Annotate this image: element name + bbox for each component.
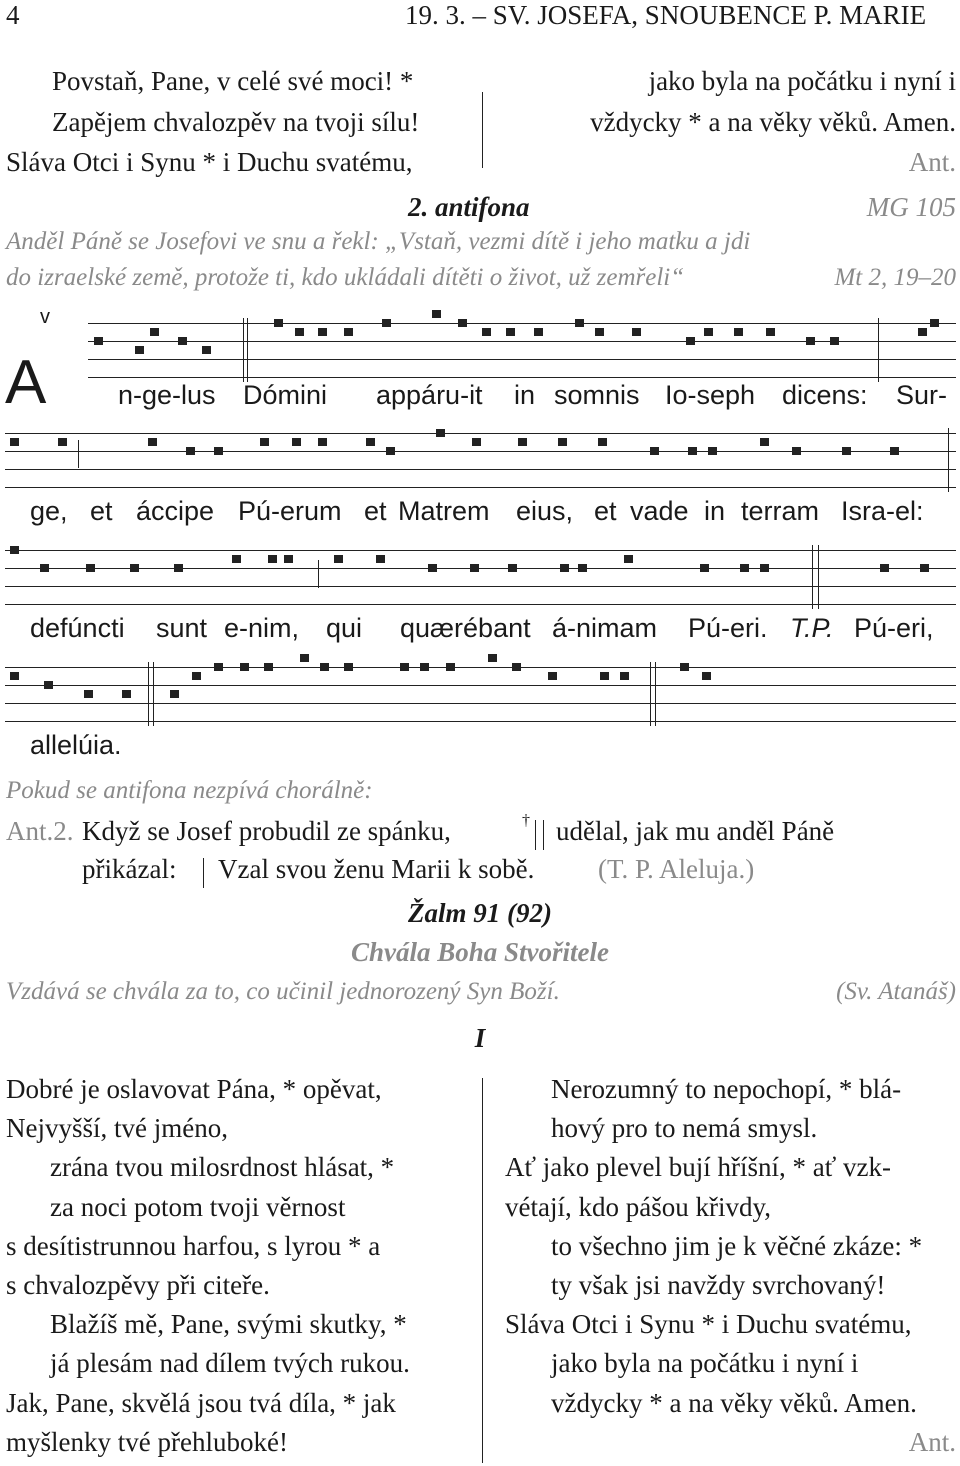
neume-note bbox=[10, 672, 19, 680]
spoken-line-2b: Vzal svou ženu Marii k sobě. bbox=[218, 854, 535, 884]
spoken-line-1a: Když se Josef probudil ze spánku, bbox=[82, 816, 451, 846]
neume-note bbox=[830, 337, 839, 345]
lyric-3-3: e-nim, bbox=[224, 613, 300, 643]
lyric-3-8: T.P. bbox=[790, 613, 834, 643]
neume-note bbox=[232, 555, 241, 563]
neume-note bbox=[560, 564, 569, 572]
psalm-right-line-10: Ant. bbox=[908, 1426, 956, 1457]
neume-note bbox=[432, 310, 441, 318]
psalm-right-line-2: hový pro to nemá smysl. bbox=[551, 1113, 818, 1144]
psalm-right-line-1: Nerozumný to nepochopí, * blá- bbox=[551, 1074, 902, 1104]
dagger-mark: † bbox=[522, 812, 530, 829]
mode-mark: v bbox=[40, 306, 50, 328]
lyric-1-7: dicens: bbox=[782, 380, 868, 410]
psalm-left-line-9: Jak, Pane, skvělá jsou tvá díla, * jak bbox=[6, 1387, 396, 1418]
neume-note bbox=[170, 690, 179, 698]
spoken-line-1b: udělal, jak mu anděl Páně bbox=[556, 816, 835, 846]
neume-note bbox=[482, 328, 491, 336]
lyric-1-6: Io-seph bbox=[665, 380, 756, 410]
neume-note bbox=[10, 438, 19, 446]
psalm-left-line-7: Blažíš mě, Pane, svými skutky, * bbox=[50, 1309, 407, 1340]
neume-note bbox=[260, 438, 269, 446]
neume-note bbox=[334, 555, 343, 563]
neume-note bbox=[376, 555, 385, 563]
neume-note bbox=[704, 328, 713, 336]
psalm-motto-source: (Sv. Atanáš) bbox=[836, 978, 956, 1005]
bible-reference: Mt 2, 19–20 bbox=[834, 264, 956, 291]
neume-note bbox=[94, 337, 103, 345]
psalm-left-line-10: myšlenky tvé přehluboké! bbox=[6, 1426, 288, 1457]
neume-note bbox=[700, 564, 709, 572]
neume-note bbox=[890, 447, 899, 455]
neume-note bbox=[686, 337, 695, 345]
antiphon-mark: Ant. bbox=[908, 147, 956, 177]
neume-note bbox=[135, 346, 144, 354]
neume-note bbox=[595, 328, 604, 336]
neume-note bbox=[344, 663, 353, 671]
neume-note bbox=[792, 447, 801, 455]
lyric-1-1: n-ge-lus bbox=[118, 380, 216, 410]
neume-note bbox=[264, 663, 273, 671]
neume-note bbox=[202, 346, 211, 354]
psalm-left-line-1: Dobré je oslavovat Pána, * opěvat, bbox=[6, 1074, 382, 1104]
antiphon-text-line-1: Anděl Páně se Josefovi ve snu a řekl: „Vstaň, vezmi dítě i jeho matku a jdi bbox=[6, 228, 751, 255]
neume-note bbox=[760, 438, 769, 446]
neume-note bbox=[84, 690, 93, 698]
lyric-2-4: Pú-erum bbox=[238, 496, 342, 526]
neume-note bbox=[518, 438, 527, 446]
psalm-motto: Vzdává se chvála za to, co učinil jednorozený Syn Boží. bbox=[6, 978, 560, 1005]
neume-note bbox=[318, 438, 327, 446]
neume-note bbox=[534, 328, 543, 336]
psalm-section: I bbox=[474, 1023, 486, 1053]
lyric-2-2: et bbox=[90, 496, 113, 526]
lyric-2-7: eius, bbox=[516, 496, 574, 526]
neume-note bbox=[512, 663, 521, 671]
neume-note bbox=[548, 672, 557, 680]
mg-reference: MG 105 bbox=[866, 192, 956, 222]
neume-note bbox=[150, 328, 159, 336]
neume-note bbox=[320, 663, 329, 671]
neume-note bbox=[920, 564, 929, 572]
psalm-right-line-7: Sláva Otci i Synu * i Duchu svatému, bbox=[505, 1309, 912, 1340]
neume-note bbox=[386, 447, 395, 455]
antiphon-heading: 2. antifona bbox=[408, 192, 530, 222]
top-right-line-2: vždycky * a na věky věků. Amen. bbox=[590, 107, 956, 137]
neume-note bbox=[318, 328, 327, 336]
psalm-right-line-8: jako byla na počátku i nyní i bbox=[551, 1348, 859, 1379]
neume-note bbox=[760, 564, 769, 572]
psalm-left-line-8: já plesám nad dílem tvých rukou. bbox=[50, 1348, 410, 1379]
neume-note bbox=[508, 564, 517, 572]
neume-note bbox=[148, 438, 157, 446]
neume-note bbox=[40, 564, 49, 572]
neume-note bbox=[632, 328, 641, 336]
lyric-3-4: qui bbox=[326, 613, 363, 643]
neume-note bbox=[806, 337, 815, 345]
lyric-4-1: allelúia. bbox=[30, 730, 122, 760]
psalm-subtitle: Chvála Boha Stvořitele bbox=[350, 937, 610, 967]
neume-note bbox=[130, 564, 139, 572]
neume-note bbox=[174, 564, 183, 572]
neume-note bbox=[344, 328, 353, 336]
neume-note bbox=[295, 328, 304, 336]
neume-note bbox=[470, 564, 479, 572]
lyric-1-5: somnis bbox=[554, 380, 640, 410]
psalm-right-line-6: ty však jsi navždy svrchovaný! bbox=[551, 1270, 886, 1300]
lyric-3-9: Pú-eri, bbox=[854, 613, 934, 643]
neume-note bbox=[688, 447, 697, 455]
neume-note bbox=[214, 447, 223, 455]
neume-note bbox=[436, 429, 445, 437]
psalm-right-line-9: vždycky * a na věky věků. Amen. bbox=[551, 1387, 917, 1418]
spoken-label: Ant.2. bbox=[6, 816, 74, 846]
neume-note bbox=[578, 564, 587, 572]
neume-note bbox=[300, 654, 309, 662]
neume-note bbox=[506, 328, 515, 336]
neume-note bbox=[880, 564, 889, 572]
neume-note bbox=[600, 672, 609, 680]
lyric-2-6: Matrem bbox=[398, 496, 490, 526]
neume-note bbox=[214, 663, 223, 671]
neume-note bbox=[428, 564, 437, 572]
neume-note bbox=[472, 438, 481, 446]
lyric-2-9: vade bbox=[630, 496, 689, 526]
spoken-note: Pokud se antifona nezpívá chorálně: bbox=[6, 777, 373, 804]
lyric-1-8: Sur- bbox=[896, 380, 948, 410]
neume-note bbox=[930, 319, 939, 327]
lyric-2-3: áccipe bbox=[136, 496, 215, 526]
lyric-3-5: quærébant bbox=[400, 613, 531, 643]
top-right-line-1: jako byla na počátku i nyní i bbox=[648, 66, 956, 96]
lyric-2-5: et bbox=[364, 496, 387, 526]
neume-note bbox=[400, 663, 409, 671]
psalm-left-line-5: s desítistrunnou harfou, s lyrou * a bbox=[6, 1230, 381, 1261]
neume-note bbox=[842, 447, 851, 455]
lyric-3-7: Pú-eri. bbox=[688, 613, 768, 643]
neume-note bbox=[284, 555, 293, 563]
lyric-2-10: in bbox=[704, 496, 726, 526]
lyric-2-11: terram bbox=[741, 496, 820, 526]
neume-note bbox=[268, 555, 277, 563]
neume-note bbox=[702, 672, 711, 680]
page-header-title: 19. 3. – SV. JOSEFA, SNOUBENCE P. MARIE bbox=[405, 0, 927, 30]
neume-note bbox=[488, 654, 497, 662]
psalm-title: Žalm 91 (92) bbox=[408, 898, 552, 928]
spoken-tp: (T. P. Aleluja.) bbox=[598, 854, 755, 884]
neume-note bbox=[650, 447, 659, 455]
page-number: 4 bbox=[6, 0, 20, 30]
neume-note bbox=[740, 564, 749, 572]
lyric-1-3: appáru-it bbox=[376, 380, 483, 410]
top-left-line-3: Sláva Otci i Synu * i Duchu svatému, bbox=[6, 147, 413, 177]
psalm-right-line-5: to všechno jim je k věčné zkáze: * bbox=[551, 1230, 923, 1261]
column-divider bbox=[482, 92, 483, 168]
psalm-left-line-3: zrána tvou milosrdnost hlásat, * bbox=[50, 1152, 395, 1183]
neume-note bbox=[558, 438, 567, 446]
lyric-3-1: defúncti bbox=[30, 613, 125, 643]
lyric-2-1: ge, bbox=[30, 496, 68, 526]
neume-note bbox=[458, 319, 467, 327]
neume-note bbox=[10, 546, 19, 554]
neume-note bbox=[274, 319, 283, 327]
top-left-line-2: Zapějem chvalozpěv na tvoji sílu! bbox=[52, 107, 420, 137]
neume-note bbox=[918, 328, 927, 336]
neume-note bbox=[366, 438, 375, 446]
antiphon-text-line-2: do izraelské země, protože ti, kdo ukládali dítěti o život, už zemřeli“ bbox=[6, 264, 685, 291]
lyric-1-2: Dómini bbox=[243, 380, 328, 410]
top-left-line-1: Povstaň, Pane, v celé své moci! * bbox=[52, 66, 414, 96]
spoken-line-2a: přikázal: bbox=[82, 854, 177, 884]
psalm-left-line-4: za noci potom tvoji věrnost bbox=[50, 1191, 346, 1222]
lyric-2-8: et bbox=[594, 496, 617, 526]
psalm-right-line-3: Ať jako plevel bují hříšní, * ať vzk- bbox=[505, 1152, 891, 1183]
neume-note bbox=[44, 681, 53, 689]
neume-note bbox=[734, 328, 743, 336]
lyric-2-12: Isra-el: bbox=[841, 496, 924, 526]
neume-note bbox=[86, 564, 95, 572]
neume-note bbox=[624, 555, 633, 563]
psalm-right-line-4: vétají, kdo pášou křivdy, bbox=[505, 1191, 771, 1222]
neume-note bbox=[382, 319, 391, 327]
lyric-3-2: sunt bbox=[156, 613, 208, 643]
neume-note bbox=[708, 447, 717, 455]
neume-note bbox=[186, 447, 195, 455]
neume-note bbox=[766, 328, 775, 336]
psalm-left-line-2: Nejvyšší, tvé jméno, bbox=[6, 1113, 228, 1144]
neume-note bbox=[680, 663, 689, 671]
lyric-1-4: in bbox=[514, 380, 536, 410]
neume-note bbox=[420, 663, 429, 671]
neume-note bbox=[192, 672, 201, 680]
neume-note bbox=[122, 690, 131, 698]
drop-capital: A bbox=[5, 348, 47, 417]
psalm-left-line-6: s chvalozpěvy při citeře. bbox=[6, 1270, 270, 1300]
neume-note bbox=[598, 438, 607, 446]
neume-note bbox=[292, 438, 301, 446]
neume-note bbox=[620, 672, 629, 680]
neume-note bbox=[178, 337, 187, 345]
neume-note bbox=[575, 319, 584, 327]
neume-note bbox=[58, 438, 67, 446]
lyric-3-6: á-nimam bbox=[552, 613, 658, 643]
psalm-divider bbox=[482, 1078, 483, 1463]
neume-note bbox=[240, 663, 249, 671]
neume-note bbox=[446, 663, 455, 671]
